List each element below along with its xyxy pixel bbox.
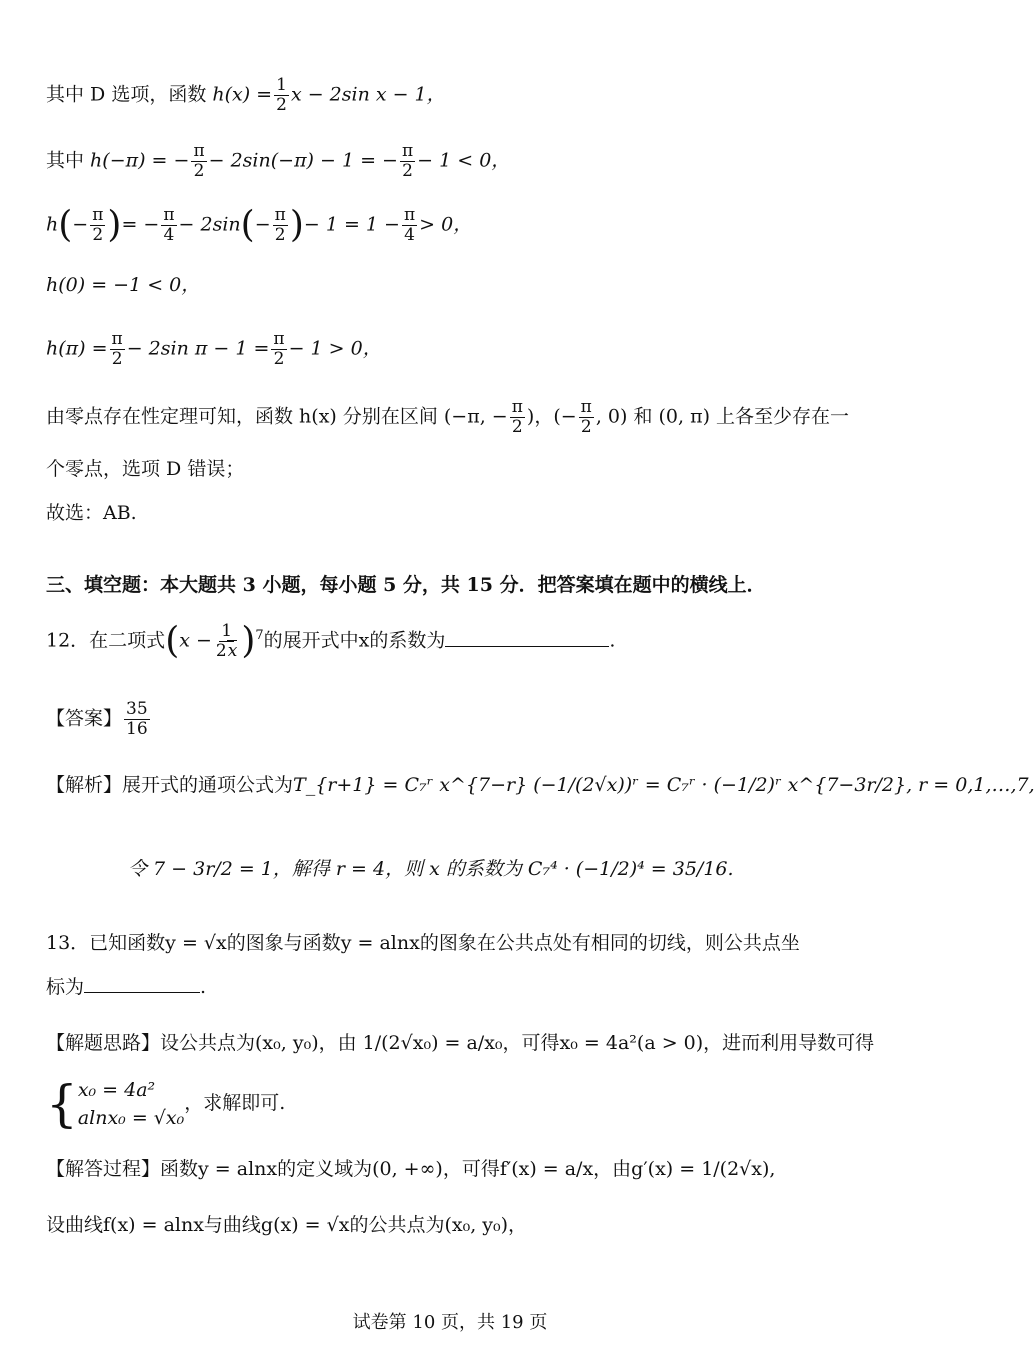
text: 展开式的通项公式为 xyxy=(122,774,294,796)
analysis-label: 【解析】 xyxy=(46,774,123,796)
q12-analysis xyxy=(46,772,1035,798)
math: h(0) = −1 < 0， xyxy=(46,274,201,296)
text: 12．在二项式 xyxy=(46,629,166,652)
fraction: $\frac{\pi}{2}$ xyxy=(401,141,414,181)
process-label: 【解答过程】 xyxy=(46,1158,161,1180)
math: − 2sin(−π) − 1 = − xyxy=(208,149,398,172)
text: . xyxy=(609,629,616,652)
q12-stem: 12．在二项式(x − $\frac{1}{2x}$ )$^7$的展开式中x的系数为 . xyxy=(46,620,616,662)
math: − 1 < 0， xyxy=(417,149,511,172)
line-h-neg-half-pi: h(− $\frac{\pi}{2}$ )= − $\frac{\pi}{4}$ − 2sin(− $\frac{\pi}{2}$ )− 1 = 1 − $\frac{\pi}{4}$ > 0， xyxy=(46,204,473,246)
math: h(−π) = − xyxy=(90,149,190,172)
text: 的展开式中x的系数为 xyxy=(263,629,446,652)
formula: T_{r+1} = C₇ʳ x^{7−r} (−1/(2√x))ʳ = C₇ʳ · (−1/2)ʳ x^{7−3r/2}, r = 0,1,…,7, xyxy=(293,774,1035,796)
answer-blank[interactable] xyxy=(445,628,609,647)
answer-blank[interactable] xyxy=(84,974,200,993)
q13-stem-line1 xyxy=(46,930,800,956)
fraction: $\frac{\pi}{2}$ xyxy=(193,141,205,181)
math: h(x) = xyxy=(212,83,273,106)
line-h-zero xyxy=(46,272,200,298)
text: 13．已知函数y = √x的图象与函数y = alnx的图象在公共点处有相同的切线，则公共点坐 xyxy=(46,932,800,954)
math: > 0， xyxy=(419,213,473,236)
idea-label: 【解题思路】 xyxy=(46,1032,161,1054)
math: h xyxy=(46,213,59,236)
answer-fraction: $\frac{35}{16}$ xyxy=(126,699,148,739)
math: x − 2sin x − 1， xyxy=(290,83,446,106)
answer-label: 【答案】 xyxy=(46,707,123,730)
q13-stem-line2 xyxy=(46,974,206,1000)
text: . xyxy=(200,976,207,998)
line-d-option xyxy=(46,76,446,115)
text: )，(− xyxy=(526,405,577,428)
equation: alnx₀ = √x₀ xyxy=(77,1107,185,1129)
text: 故选：AB. xyxy=(46,502,137,524)
line-d-wrong xyxy=(46,456,244,482)
text: 设公共点为(x₀, y₀)，由 1/(2√x₀) = a/x₀，可得x₀ = 4a²(a > 0)，进而利用导数可得 xyxy=(160,1032,875,1054)
text: 由零点存在性定理可知，函数 h(x) 分别在区间 (−π, − xyxy=(46,405,508,428)
q12-answer xyxy=(46,700,152,739)
line-h-neg-pi xyxy=(46,142,510,181)
text: 函数y = alnx的定义域为(0, +∞)，可得f′(x) = a/x，由g′(x) = 1/(2√x), xyxy=(160,1158,776,1180)
math: = − xyxy=(121,213,160,236)
section-heading xyxy=(46,572,766,598)
q13-system: { x₀ = 4a² alnx₀ = √x₀ ，求解即可. xyxy=(46,1075,286,1133)
text: 设曲线f(x) = alnx与曲线g(x) = √x的公共点为(x₀, y₀)， xyxy=(46,1214,528,1236)
q13-process xyxy=(46,1156,775,1182)
q13-idea xyxy=(46,1030,874,1056)
line-h-pi: h(π) = $\frac{\pi}{2}$ − 2sin π − 1 = $\frac{\pi}{2}$ − 1 > 0， xyxy=(46,329,382,369)
line-choice xyxy=(46,500,137,526)
math: − 2sin xyxy=(178,213,241,236)
equation: x₀ = 4a² xyxy=(77,1079,156,1101)
formula: 令 7 − 3r/2 = 1，解得 r = 4，则 x 的系数为 C₇⁴ · (−1/2)⁴ = 35/16. xyxy=(128,858,734,880)
page-footer: 试卷第 10 页，共 19 页 xyxy=(352,1312,548,1333)
line-zero-theorem: 由零点存在性定理可知，函数 h(x) 分别在区间 (−π, − $\frac{\pi}{2}$ )，(− $\frac{\pi}{2}$ , 0) 和 (0, π) 上各至少存在一 xyxy=(46,397,850,437)
math: h(π) = xyxy=(46,337,108,360)
q12-solve xyxy=(128,856,734,882)
text: 个零点，选项 D 错误； xyxy=(46,458,245,480)
math: − 1 > 0， xyxy=(288,337,382,360)
math: − 1 = 1 − xyxy=(303,213,400,236)
text: 标为 xyxy=(46,976,85,998)
q13-last-line xyxy=(46,1212,527,1238)
text: ，求解即可. xyxy=(184,1092,286,1114)
fraction: $\frac{1}{2}$ xyxy=(276,75,287,115)
section-title: 三、填空题：本大题共 3 小题，每小题 5 分，共 15 分．把答案填在题中的横线上． xyxy=(46,574,766,596)
math: − 2sin π − 1 = xyxy=(126,337,270,360)
text: , 0) 和 (0, π) 上各至少存在一 xyxy=(595,405,850,428)
text: 其中 xyxy=(46,149,91,172)
text: 其中 D 选项，函数 xyxy=(46,83,213,106)
